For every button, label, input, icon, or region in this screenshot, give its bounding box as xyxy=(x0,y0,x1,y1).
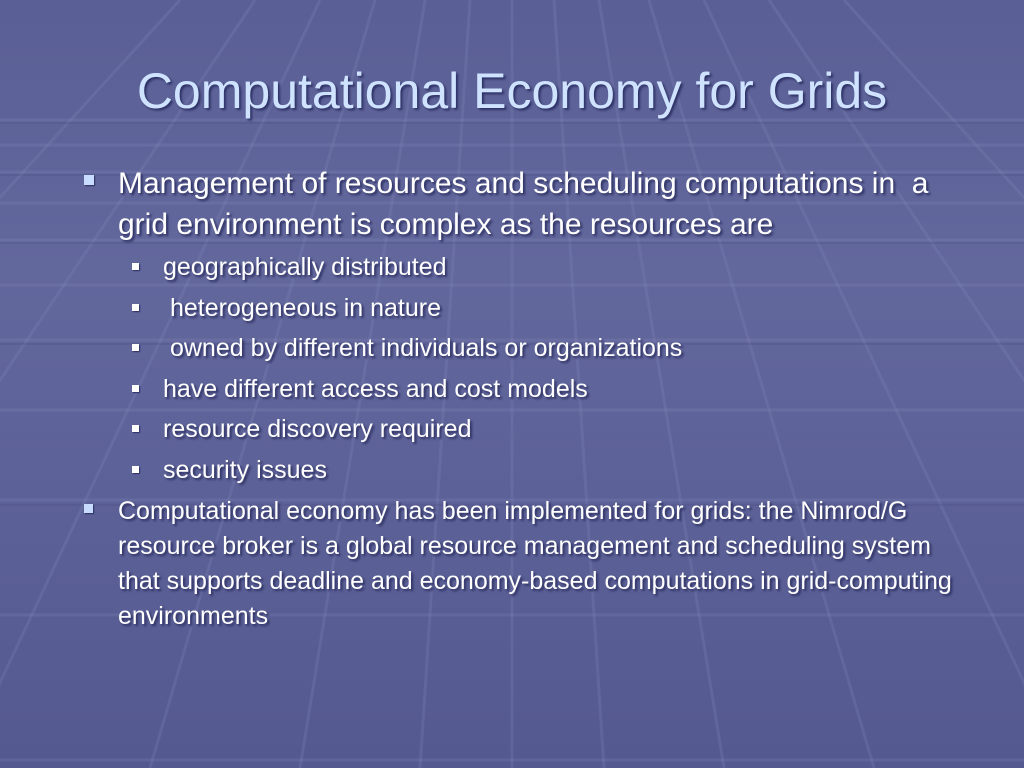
sub-bullet-list xyxy=(127,247,962,490)
slide-body xyxy=(82,163,962,634)
square-bullet-icon xyxy=(132,304,139,311)
bullet-text: Computational economy has been implemented for grids: the Nimrod/G resource broker is a global resource management and scheduling system that supports deadline and economy-based computations in grid-computing environments xyxy=(118,497,959,630)
slide-title: Computational Economy for Grids xyxy=(136,63,888,119)
square-bullet-icon xyxy=(84,175,94,185)
sub-bullet-item xyxy=(127,409,962,450)
bullet-text: Management of resources and scheduling computations in a grid environment is complex as the resources are xyxy=(118,167,937,241)
square-bullet-icon xyxy=(132,263,139,270)
bullet-item xyxy=(82,163,962,245)
square-bullet-icon xyxy=(132,466,139,473)
sub-bullet-item xyxy=(127,328,962,369)
sub-bullet-text: have different access and cost models xyxy=(163,374,588,403)
square-bullet-icon xyxy=(132,344,139,351)
sub-bullet-item xyxy=(127,450,962,491)
sub-bullet-text: resource discovery required xyxy=(163,415,472,443)
sub-bullet-item xyxy=(127,247,962,288)
bullet-item xyxy=(82,494,962,634)
sub-bullet-text: security issues xyxy=(163,455,327,484)
sub-bullet-text: owned by different individuals or organizations xyxy=(163,334,683,362)
sub-bullet-text: geographically distributed xyxy=(163,253,447,281)
square-bullet-icon xyxy=(132,425,139,432)
sub-bullet-text: heterogeneous in nature xyxy=(163,293,441,322)
sub-bullet-item xyxy=(127,288,962,329)
sub-bullet-item xyxy=(127,369,962,410)
square-bullet-icon xyxy=(84,504,93,513)
square-bullet-icon xyxy=(132,385,139,392)
